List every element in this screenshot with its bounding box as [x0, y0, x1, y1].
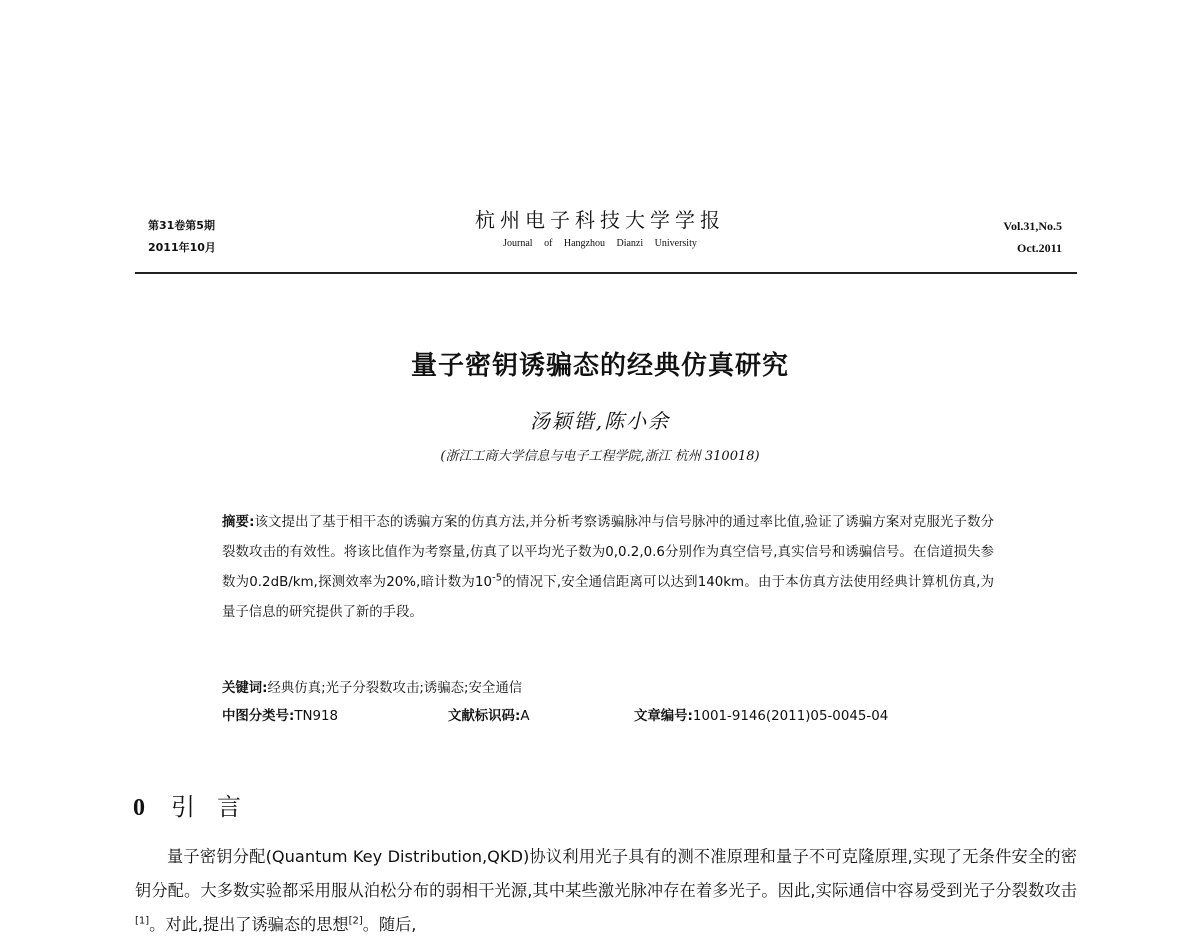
document-code [448, 704, 529, 730]
section-title: 引言 [171, 793, 263, 821]
volume-issue-en: Vol.31,No.5 [1003, 219, 1062, 233]
header-left [148, 215, 216, 259]
journal-name-en: Journal of Hangzhou Dianzi University [503, 238, 697, 249]
body-text-part1: 量子密钥分配(Quantum Key Distribution,QKD)协议利用光子具有的测不准原理和量子不可克隆原理,实现了无条件安全的密钥分配。大多数实验都采用服从泊松分布的弱相干光源,其中某些激光脉冲存在着多光子。因此,实际通信中容易受到光子分裂数攻击 [135, 847, 1077, 900]
paper-title: 量子密钥诱骗态的经典仿真研究 [410, 351, 789, 381]
abstract-text-part2: 的情况下,安全通信距离可以达到140km。由于本仿真方法使用经典计算机仿真,为量子信息的研究提供了新的手段。 [222, 575, 995, 620]
header-journal [400, 206, 800, 252]
clc-label: 中图分类号: [222, 709, 295, 724]
section-heading [133, 790, 263, 825]
abstract [222, 508, 994, 628]
abstract-text-part1: 该文提出了基于相干态的诱骗方案的仿真方法,并分析考察诱骗脉冲与信号脉冲的通过率比值,验证了诱骗方案对克服光子数分裂数攻击的有效性。将该比值作为考察量,仿真了以平均光子数为0,0.2,0.6分别作为真空信号,真实信号和诱骗信号。在信道损失参数为0.2dB/km,探测效率为20%,暗计数为10 [222, 515, 994, 590]
document-code-label: 文献标识码: [448, 709, 521, 724]
article-number-value: 1001-9146(2011)05-0045-04 [692, 709, 889, 724]
article-number [634, 704, 888, 730]
keywords-text: 经典仿真;光子分裂数攻击;诱骗态;安全通信 [267, 681, 523, 696]
body-text-part3: 。随后, [362, 915, 417, 934]
clc-value: TN918 [294, 709, 339, 724]
header-right [1003, 215, 1062, 259]
article-number-label: 文章编号: [634, 709, 693, 724]
clc-number [222, 704, 338, 730]
journal-name-cn: 杭州电子科技大学学报 [475, 208, 725, 232]
body-text-part2: 。对此,提出了诱骗态的思想 [149, 915, 349, 934]
document-code-value: A [520, 709, 530, 724]
citation-ref-2: [2] [348, 915, 363, 927]
body-paragraph [135, 840, 1077, 942]
paper-authors: 汤颖锴,陈小余 [529, 409, 671, 433]
section-number: 0 [133, 795, 145, 821]
paper-affiliation: (浙江工商大学信息与电子工程学院,浙江 杭州 310018) [440, 449, 760, 464]
abstract-label: 摘要: [222, 515, 255, 530]
keywords [222, 676, 994, 702]
volume-issue-cn: 第31卷第5期 [148, 219, 215, 232]
abstract-exponent: -5 [492, 572, 503, 584]
citation-ref-1: [1] [135, 915, 150, 927]
date-cn: 2011年10月 [148, 241, 216, 254]
date-en: Oct.2011 [1017, 241, 1062, 255]
keywords-label: 关键词: [222, 681, 268, 696]
header-divider [135, 272, 1077, 274]
